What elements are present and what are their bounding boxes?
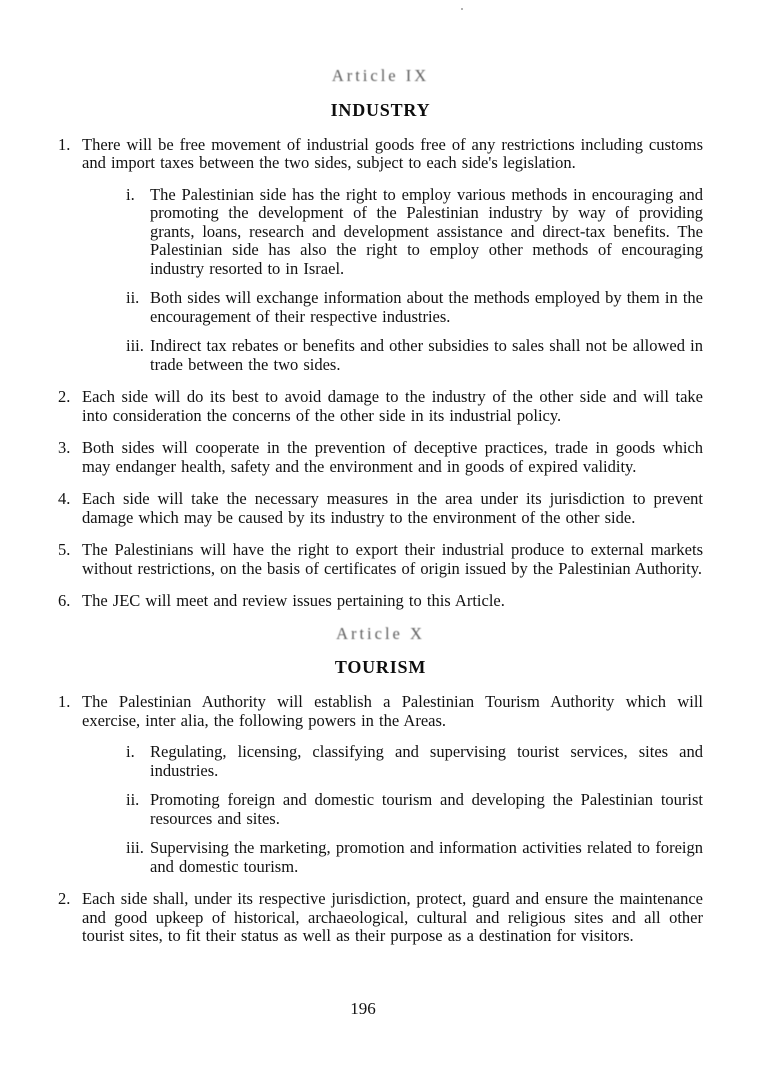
numbered-item <box>58 490 703 527</box>
scan-speck <box>461 8 463 10</box>
item-text: The Palestinian Authority will establish a Palestinian Tourism Authority which will exercise, inter alia, the following powers in the Areas. <box>82 692 703 730</box>
item-body <box>82 490 703 527</box>
numbered-item <box>58 136 703 375</box>
roman-subitem <box>126 743 703 780</box>
roman-subitem <box>126 289 703 326</box>
item-text: Both sides will cooperate in the prevention of deceptive practices, trade in goods which may endanger health, safety and the environment and in goods of expired validity. <box>82 438 703 476</box>
subitem-marker: ii. <box>126 288 140 307</box>
item-text: The Palestinians will have the right to export their industrial produce to external markets without restrictions, on the basis of certificates of origin issued by the Palestinian Authority. <box>82 540 703 578</box>
item-text: Each side will take the necessary measures in the area under its jurisdiction to prevent damage which may be caused by its industry to the environment of the other side. <box>82 489 703 527</box>
item-number: 2. <box>58 387 71 406</box>
item-body <box>82 890 703 946</box>
subitem-marker: i. <box>126 742 135 761</box>
section-title-industry: INDUSTRY <box>330 99 431 120</box>
item-number: 1. <box>58 134 71 154</box>
item-text: Each side shall, under its respective jurisdiction, protect, guard and ensure the maintenance and good upkeep of historical, archaeological, cultural and religious sites and all other tourist sites, to fit their status as well as their purpose as a destination for visitors. <box>82 889 703 945</box>
subitem-marker: i. <box>126 184 135 204</box>
numbered-item <box>58 890 703 946</box>
roman-subitem <box>126 791 703 828</box>
section-tourism <box>58 625 703 946</box>
section-industry <box>58 67 703 611</box>
item-body <box>82 439 703 476</box>
page-number: 196 <box>350 999 376 1018</box>
item-text: The JEC will meet and review issues pertaining to this Article. <box>82 591 505 610</box>
roman-subitem <box>126 186 703 279</box>
item-number: 3. <box>58 438 71 457</box>
item-number: 2. <box>58 889 71 908</box>
article-label: Article X <box>336 623 425 643</box>
item-body <box>82 541 703 578</box>
subitem-text: Indirect tax rebates or benefits and other subsidies to sales shall not be allowed in trade between the two sides. <box>150 336 703 374</box>
item-text: There will be free movement of industrial goods free of any restrictions including customs and import taxes between the two sides, subject to each side's legislation. <box>82 134 703 172</box>
subitem-text: Supervising the marketing, promotion and information activities related to foreign and domestic tourism. <box>150 838 703 876</box>
numbered-item <box>58 439 703 476</box>
numbered-item <box>58 388 703 425</box>
roman-subitem <box>126 337 703 374</box>
section-title-tourism: TOURISM <box>334 657 427 677</box>
item-body <box>82 136 703 375</box>
item-body <box>82 592 703 611</box>
item-text: Each side will do its best to avoid damage to the industry of the other side and will take into consideration the concerns of the other side in its industrial policy. <box>82 387 703 425</box>
article-label: Article IX <box>331 66 430 85</box>
item-number: 5. <box>58 540 71 559</box>
roman-subitem <box>126 839 703 876</box>
item-number: 6. <box>58 591 71 610</box>
subitem-text: Both sides will exchange information about the methods employed by them in the encouragement of their respective industries. <box>150 288 703 326</box>
subitem-text: The Palestinian side has the right to employ various methods in encouraging and promoting the development of the Palestinian industry by way of providing grants, loans, research and development assistance and direct-tax benefits. The Palestinian side has also the right to employ other methods of encouraging industry resorted to in Israel. <box>150 184 703 278</box>
item-body <box>82 388 703 425</box>
numbered-item <box>58 541 703 578</box>
subitem-marker: iii. <box>126 838 144 857</box>
subitem-list <box>82 743 703 876</box>
item-number: 4. <box>58 489 71 508</box>
numbered-item <box>58 693 703 876</box>
subitem-list <box>82 186 703 375</box>
subitem-text: Regulating, licensing, classifying and supervising tourist services, sites and industries. <box>150 742 703 780</box>
item-body <box>82 693 703 876</box>
subitem-marker: iii. <box>126 336 144 355</box>
subitem-marker: ii. <box>126 790 140 809</box>
item-number: 1. <box>58 692 71 711</box>
numbered-item <box>58 592 703 611</box>
subitem-text: Promoting foreign and domestic tourism and developing the Palestinian tourist resources and sites. <box>150 790 703 828</box>
